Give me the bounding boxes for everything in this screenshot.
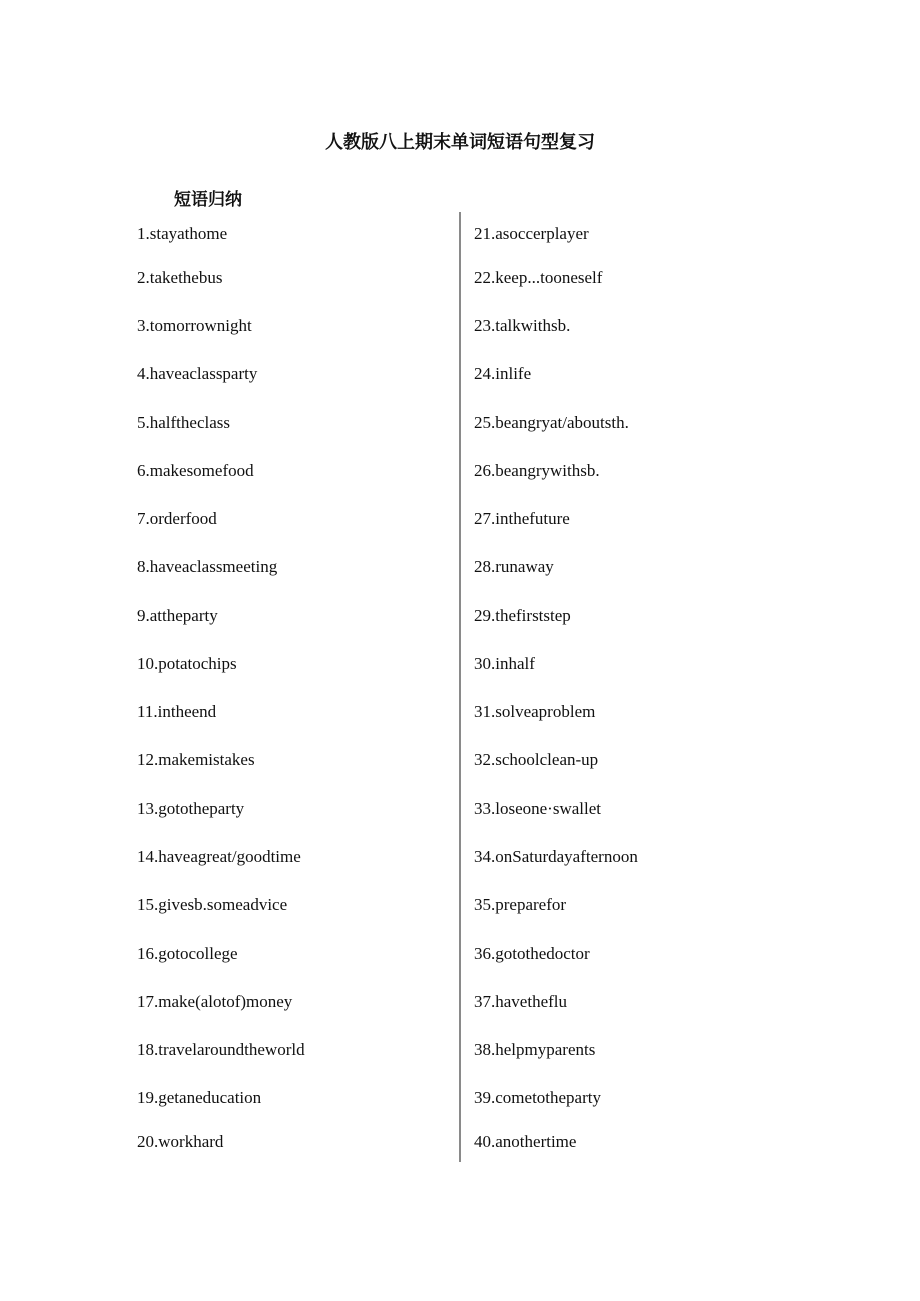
phrase-item: 2.takethebus	[137, 268, 223, 287]
phrase-item: 11.intheend	[137, 702, 217, 721]
phrase-item: 29.thefirststep	[474, 606, 571, 625]
phrase-item: 39.cometotheparty	[474, 1088, 601, 1107]
phrase-item: 20.workhard	[137, 1132, 224, 1151]
phrase-item: 21.asoccerplayer	[474, 224, 589, 243]
phrase-item: 8.haveaclassmeeting	[137, 557, 278, 576]
phrase-item: 17.make(alotof)money	[137, 992, 293, 1011]
phrase-item: 10.potatochips	[137, 654, 237, 673]
phrase-item: 6.makesomefood	[137, 461, 254, 480]
phrase-item: 23.talkwithsb.	[474, 316, 571, 335]
phrase-item: 7.orderfood	[137, 509, 217, 528]
phrase-item: 9.attheparty	[137, 606, 218, 625]
column-divider	[459, 212, 461, 1162]
phrase-item: 26.beangrywithsb.	[474, 461, 600, 480]
phrase-item: 32.schoolclean-up	[474, 750, 599, 769]
phrase-item: 25.beangryat/aboutsth.	[474, 413, 629, 432]
phrase-item: 36.gotothedoctor	[474, 944, 590, 963]
phrase-item: 19.getaneducation	[137, 1088, 262, 1107]
phrase-item: 30.inhalf	[474, 654, 535, 673]
phrase-item: 1.stayathome	[137, 224, 228, 243]
phrase-item: 35.preparefor	[474, 895, 567, 914]
phrase-item: 13.gototheparty	[137, 799, 245, 818]
phrase-item: 31.solveaproblem	[474, 702, 596, 721]
section-heading: 短语归纳	[174, 190, 242, 210]
phrase-item: 28.runaway	[474, 557, 554, 576]
phrase-item: 5.halftheclass	[137, 413, 230, 432]
phrase-item: 18.travelaroundtheworld	[137, 1040, 305, 1059]
phrase-item: 24.inlife	[474, 364, 532, 383]
phrase-item: 12.makemistakes	[137, 750, 255, 769]
phrase-item: 3.tomorrownight	[137, 316, 252, 335]
phrase-item: 16.gotocollege	[137, 944, 238, 963]
phrase-item: 14.haveagreat/goodtime	[137, 847, 301, 866]
phrase-item: 33.loseone·swallet	[474, 799, 601, 818]
page-title: 人教版八上期末单词短语句型复习	[325, 132, 595, 153]
phrase-item: 15.givesb.someadvice	[137, 895, 288, 914]
phrase-item: 22.keep...tooneself	[474, 268, 603, 287]
phrase-item: 4.haveaclassparty	[137, 364, 258, 383]
phrase-item: 27.inthefuture	[474, 509, 570, 528]
phrase-item: 38.helpmyparents	[474, 1040, 596, 1059]
phrase-item: 34.onSaturdayafternoon	[474, 847, 638, 866]
phrase-item: 40.anothertime	[474, 1132, 577, 1151]
phrase-item: 37.havetheflu	[474, 992, 567, 1011]
